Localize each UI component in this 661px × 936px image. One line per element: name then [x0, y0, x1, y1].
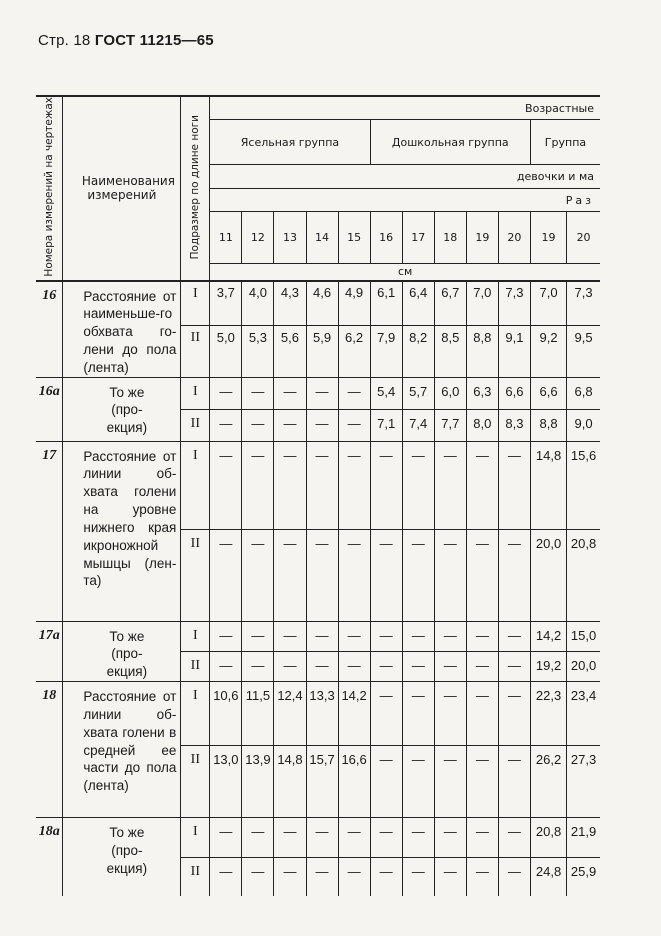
value-cell: —	[210, 858, 242, 896]
row-name: То же (про-екция)	[63, 621, 181, 681]
header-num-cell	[36, 96, 63, 281]
value-cell: 13,3	[306, 682, 338, 746]
size-col-header: 16	[370, 212, 402, 264]
value-cell: —	[370, 682, 402, 746]
value-cell: —	[210, 441, 242, 529]
value-cell: 14,8	[530, 441, 566, 529]
value-cell: 22,3	[530, 682, 566, 746]
size-col-header: 14	[306, 212, 338, 264]
value-cell: —	[306, 409, 338, 441]
value-cell: —	[402, 858, 434, 896]
size-col-header: 19	[466, 212, 498, 264]
value-cell: —	[434, 682, 466, 746]
value-cell: —	[466, 441, 498, 529]
header-name-cell	[63, 96, 181, 281]
value-cell: 9,0	[567, 409, 600, 441]
value-cell: 6,6	[530, 377, 566, 409]
value-cell: —	[242, 377, 274, 409]
value-cell: 6,4	[402, 281, 434, 326]
value-cell: —	[210, 621, 242, 651]
value-cell: 15,7	[306, 746, 338, 818]
value-cell: —	[498, 441, 530, 529]
value-cell: —	[402, 746, 434, 818]
sub-label: II	[181, 746, 210, 818]
value-cell: —	[466, 651, 498, 681]
value-cell: —	[338, 651, 370, 681]
value-cell: 5,0	[210, 326, 242, 378]
value-cell: 12,4	[274, 682, 306, 746]
group-other: Группа	[544, 135, 587, 149]
value-cell: —	[434, 621, 466, 651]
row-number: 18	[36, 682, 63, 818]
value-cell: 13,9	[242, 746, 274, 818]
value-cell: —	[306, 818, 338, 858]
value-cell: 15,0	[567, 621, 600, 651]
value-cell: —	[306, 529, 338, 621]
group-preschool: Дошкольная группа	[370, 120, 530, 165]
value-cell: 7,0	[530, 281, 566, 326]
page-label: Стр. 18	[38, 32, 91, 49]
value-cell: 8,2	[402, 326, 434, 378]
value-cell: —	[242, 529, 274, 621]
sub-label: I	[181, 682, 210, 746]
value-cell: —	[210, 651, 242, 681]
value-cell: 7,3	[567, 281, 600, 326]
value-cell: —	[466, 682, 498, 746]
sub-label: II	[181, 858, 210, 896]
value-cell: —	[274, 621, 306, 651]
value-cell: —	[338, 858, 370, 896]
value-cell: 6,6	[498, 377, 530, 409]
value-cell: 5,4	[370, 377, 402, 409]
value-cell: 7,3	[498, 281, 530, 326]
value-cell: 8,8	[466, 326, 498, 378]
sub-label: I	[181, 377, 210, 409]
value-cell: 6,8	[567, 377, 600, 409]
row-name: Расстояние от наименьше-го обхвата го-лени до пола (лента)	[63, 281, 181, 378]
value-cell: 8,5	[434, 326, 466, 378]
value-cell: —	[498, 529, 530, 621]
col-sub-label: Подразмер по длине ноги	[189, 114, 202, 259]
value-cell: 9,1	[498, 326, 530, 378]
value-cell: 11,5	[242, 682, 274, 746]
unit-header: см	[210, 263, 600, 280]
value-cell: —	[402, 441, 434, 529]
sub-label: II	[181, 651, 210, 681]
value-cell: 7,9	[370, 326, 402, 378]
row-name: Расстояние от линии об-хвата голени на уровне нижнего края икроножной мышцы (лен-та)	[63, 441, 181, 621]
value-cell: —	[498, 621, 530, 651]
value-cell: —	[434, 651, 466, 681]
value-cell: —	[306, 621, 338, 651]
value-cell: 4,9	[338, 281, 370, 326]
value-cell: —	[274, 529, 306, 621]
value-cell: 27,3	[567, 746, 600, 818]
value-cell: —	[242, 621, 274, 651]
value-cell: —	[370, 746, 402, 818]
sub-label: I	[181, 281, 210, 326]
sub-label: I	[181, 621, 210, 651]
value-cell: 16,6	[338, 746, 370, 818]
value-cell: 8,0	[466, 409, 498, 441]
value-cell: —	[242, 651, 274, 681]
value-cell: 15,6	[567, 441, 600, 529]
value-cell: —	[338, 409, 370, 441]
value-cell: —	[274, 441, 306, 529]
value-cell: —	[242, 441, 274, 529]
sub-label: II	[181, 326, 210, 378]
value-cell: —	[242, 858, 274, 896]
value-cell: —	[434, 441, 466, 529]
value-cell: 10,6	[210, 682, 242, 746]
value-cell: 13,0	[210, 746, 242, 818]
size-col-header: 13	[274, 212, 306, 264]
value-cell: 8,8	[530, 409, 566, 441]
value-cell: —	[498, 858, 530, 896]
value-cell: —	[402, 621, 434, 651]
sub-label: I	[181, 818, 210, 858]
row-name: Расстояние от линии об-хвата голени в средней ее части до пола (лента)	[63, 682, 181, 818]
value-cell: —	[402, 651, 434, 681]
value-cell: —	[370, 441, 402, 529]
value-cell: 9,2	[530, 326, 566, 378]
value-cell: —	[274, 818, 306, 858]
value-cell: 7,0	[466, 281, 498, 326]
value-cell: —	[498, 818, 530, 858]
row-number: 17а	[36, 621, 63, 681]
value-cell: 4,3	[274, 281, 306, 326]
value-cell: 5,6	[274, 326, 306, 378]
value-cell: 25,9	[570, 864, 597, 880]
value-cell: —	[274, 858, 306, 896]
value-cell: 7,1	[370, 409, 402, 441]
value-cell: —	[370, 529, 402, 621]
row-number: 18а	[36, 818, 63, 896]
value-cell: —	[242, 409, 274, 441]
value-cell: —	[274, 377, 306, 409]
value-cell: —	[466, 746, 498, 818]
value-cell: —	[498, 682, 530, 746]
value-cell: —	[402, 818, 434, 858]
value-cell: —	[338, 377, 370, 409]
row-number: 17	[36, 441, 63, 621]
value-cell: —	[274, 651, 306, 681]
value-cell: —	[434, 858, 466, 896]
value-cell: —	[466, 818, 498, 858]
col-name-label: Наименования измерений	[81, 173, 175, 203]
standard-code: ГОСТ 11215—65	[94, 32, 214, 49]
size-col-header: 18	[434, 212, 466, 264]
row-name: То же (про-екция)	[63, 377, 181, 441]
age-groups-header: Возрастные	[210, 96, 600, 120]
value-cell: —	[306, 377, 338, 409]
value-cell: —	[498, 746, 530, 818]
value-cell: —	[498, 651, 530, 681]
value-cell: —	[210, 409, 242, 441]
value-cell: —	[370, 858, 402, 896]
value-cell: 21,9	[567, 818, 600, 858]
size-col-header: 20	[498, 212, 530, 264]
value-cell: —	[370, 621, 402, 651]
value-cell: 14,2	[338, 682, 370, 746]
gender-header: девочки и ма	[210, 165, 600, 189]
value-cell: 20,0	[567, 651, 600, 681]
value-cell: —	[338, 818, 370, 858]
value-cell: —	[210, 818, 242, 858]
value-cell: —	[306, 651, 338, 681]
value-cell: 6,2	[338, 326, 370, 378]
value-cell: 7,4	[402, 409, 434, 441]
size-col-header: 20	[576, 231, 591, 245]
value-cell: 19,2	[530, 651, 566, 681]
group-nursery: Ясельная группа	[210, 120, 370, 165]
value-cell: —	[274, 409, 306, 441]
value-cell: 5,7	[402, 377, 434, 409]
value-cell: —	[434, 529, 466, 621]
value-cell: —	[466, 858, 498, 896]
value-cell: 14,2	[530, 621, 566, 651]
value-cell: 23,4	[567, 682, 600, 746]
value-cell: —	[306, 441, 338, 529]
row-number: 16а	[36, 377, 63, 441]
size-col-header: 15	[338, 212, 370, 264]
value-cell: —	[242, 818, 274, 858]
row-number: 16	[36, 281, 63, 378]
size-col-header: 11	[210, 212, 242, 264]
value-cell: —	[466, 621, 498, 651]
value-cell: 14,8	[274, 746, 306, 818]
value-cell: 3,7	[210, 281, 242, 326]
size-col-header: 19	[530, 212, 566, 264]
col-num-label: Номера измерений на чертежах	[43, 97, 56, 277]
value-cell: 6,3	[466, 377, 498, 409]
value-cell: 6,1	[370, 281, 402, 326]
value-cell: —	[434, 746, 466, 818]
value-cell: 20,0	[530, 529, 566, 621]
size-header: Раз	[210, 188, 600, 212]
sub-label: II	[181, 409, 210, 441]
value-cell: —	[338, 529, 370, 621]
value-cell: 8,3	[498, 409, 530, 441]
value-cell: 9,5	[567, 326, 600, 378]
value-cell: 5,9	[306, 326, 338, 378]
value-cell: 6,0	[434, 377, 466, 409]
page-header	[38, 32, 214, 49]
value-cell: —	[402, 682, 434, 746]
value-cell: 24,8	[530, 858, 566, 896]
value-cell: —	[210, 377, 242, 409]
value-cell: —	[466, 529, 498, 621]
value-cell: —	[306, 858, 338, 896]
row-name: То же (про-екция)	[63, 818, 181, 896]
value-cell: 6,7	[434, 281, 466, 326]
header-sub-cell	[181, 96, 210, 281]
value-cell: —	[338, 621, 370, 651]
measurements-table	[36, 95, 600, 896]
value-cell: —	[210, 529, 242, 621]
sub-label: II	[181, 529, 210, 621]
value-cell: —	[402, 529, 434, 621]
value-cell: —	[370, 651, 402, 681]
value-cell: 26,2	[530, 746, 566, 818]
value-cell: 20,8	[530, 818, 566, 858]
size-col-header: 12	[242, 212, 274, 264]
value-cell: 7,7	[434, 409, 466, 441]
value-cell: 20,8	[567, 529, 600, 621]
sub-label: I	[181, 441, 210, 529]
value-cell: 5,3	[242, 326, 274, 378]
size-col-header: 17	[402, 212, 434, 264]
value-cell: —	[370, 818, 402, 858]
value-cell: —	[338, 441, 370, 529]
value-cell: 4,6	[306, 281, 338, 326]
value-cell: —	[434, 818, 466, 858]
value-cell: 4,0	[242, 281, 274, 326]
